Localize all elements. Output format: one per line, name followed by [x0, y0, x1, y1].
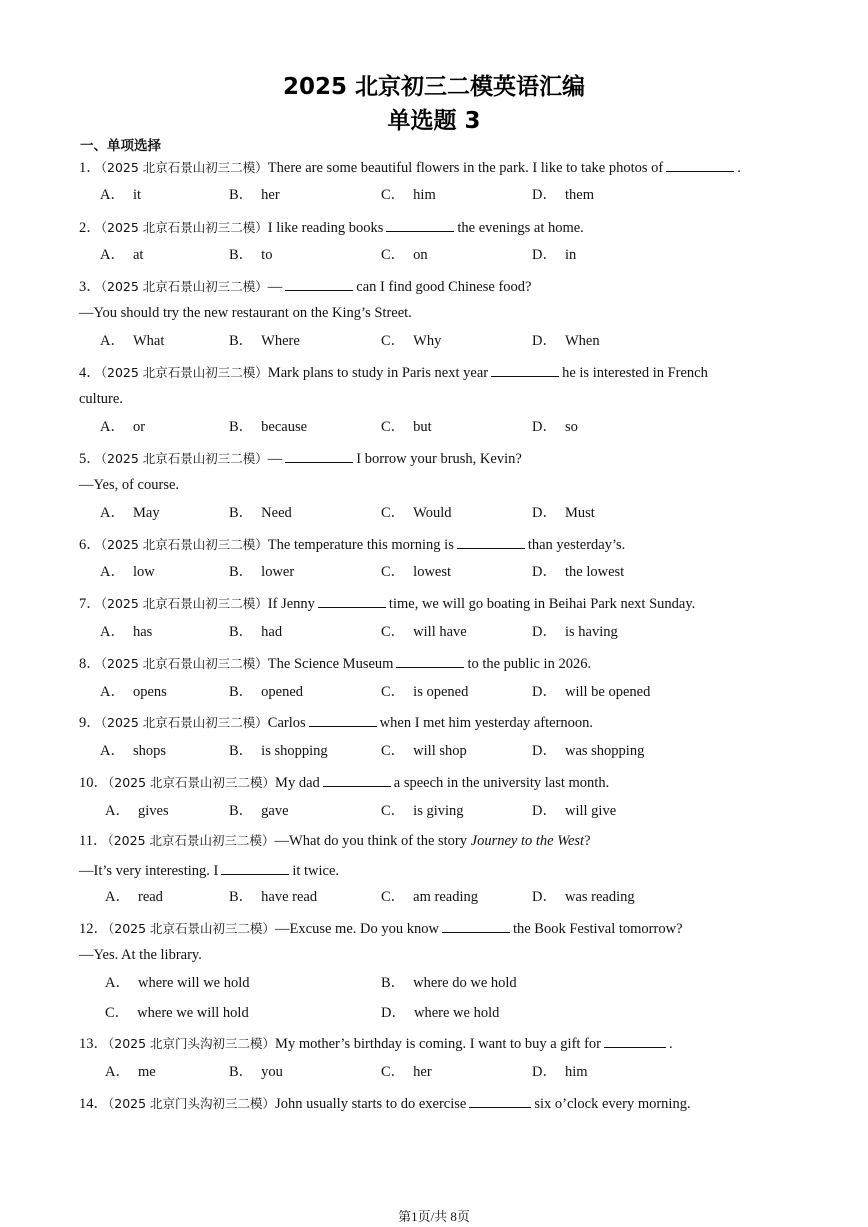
- question-text-end: can I find good Chinese food?: [356, 279, 532, 295]
- option-c: [381, 802, 464, 820]
- option-c: [381, 332, 441, 350]
- reply-text: —It’s very interesting. I: [79, 863, 219, 879]
- option-letter: A．: [105, 975, 130, 991]
- option-letter: C．: [105, 1005, 130, 1021]
- option-c: [381, 418, 432, 436]
- answer-blank: [323, 772, 391, 787]
- option-text: where will we hold: [137, 975, 250, 991]
- option-d: [532, 742, 644, 760]
- question-number: 5．: [79, 451, 101, 467]
- question-continuation: —Yes, of course.: [79, 477, 180, 493]
- question-text: The Science Museum: [267, 656, 394, 672]
- question-number: 9．: [79, 715, 101, 731]
- option-letter: B．: [229, 564, 254, 580]
- option-c: [381, 623, 467, 641]
- answer-blank: [469, 1093, 531, 1108]
- question-text: —: [267, 279, 283, 295]
- answer-blank: [604, 1033, 666, 1048]
- question-source: （2025 北京石景山初三二模）: [100, 279, 268, 294]
- question-text-end: .: [737, 160, 741, 176]
- option-letter: B．: [229, 743, 254, 759]
- option-letter: D．: [532, 684, 557, 700]
- question-text: —Excuse me. Do you know: [275, 921, 439, 937]
- option-b: [229, 683, 303, 701]
- option-d: [532, 888, 635, 906]
- question-stem: [79, 832, 591, 850]
- option-text: has: [132, 624, 153, 640]
- question-source: （2025 北京门头沟初三二模）: [108, 1096, 276, 1111]
- question-text: My mother’s birthday is coming. I want to buy a gift for: [275, 1036, 601, 1052]
- option-text: have read: [261, 889, 318, 905]
- question-source: （2025 北京石景山初三二模）: [100, 451, 268, 466]
- option-letter: B．: [381, 975, 406, 991]
- option-letter: C．: [381, 743, 406, 759]
- option-text: Must: [564, 505, 595, 521]
- option-text: Need: [261, 505, 292, 521]
- answer-blank: [285, 276, 353, 291]
- option-b: [229, 623, 282, 641]
- option-c: [381, 742, 467, 760]
- option-text: is opened: [413, 684, 469, 700]
- option-letter: A．: [100, 247, 125, 263]
- question-text-end: time, we will go boating in Beihai Park next Sunday.: [388, 596, 696, 612]
- option-c: [381, 246, 428, 264]
- option-a: [105, 974, 250, 992]
- option-letter: A．: [100, 333, 125, 349]
- option-letter: B．: [229, 505, 254, 521]
- question-continuation: —You should try the new restaurant on the King’s Street.: [79, 305, 412, 321]
- question-source: （2025 北京石景山初三二模）: [100, 715, 268, 730]
- question-number: 7．: [79, 596, 101, 612]
- option-letter: B．: [229, 889, 254, 905]
- document-title: 2025 北京初三二模英语汇编: [282, 74, 586, 100]
- option-d: [532, 1063, 588, 1081]
- option-b: [229, 418, 307, 436]
- option-d: [532, 802, 616, 820]
- question-number: 13．: [79, 1036, 108, 1052]
- option-letter: C．: [381, 684, 406, 700]
- option-a: [100, 186, 141, 204]
- option-text: him: [564, 1064, 588, 1080]
- option-text: in: [564, 247, 577, 263]
- question-stem: [79, 772, 609, 792]
- question-number: 10．: [79, 775, 108, 791]
- option-d: [532, 623, 618, 641]
- option-text: or: [132, 419, 146, 435]
- reply-text-end: it twice.: [292, 863, 340, 879]
- option-text: on: [413, 247, 428, 263]
- option-letter: A．: [100, 564, 125, 580]
- option-letter: D．: [532, 247, 557, 263]
- option-letter: D．: [532, 419, 557, 435]
- answer-blank: [386, 217, 454, 232]
- option-text: where do we hold: [413, 975, 517, 991]
- option-letter: B．: [229, 1064, 254, 1080]
- option-letter: B．: [229, 624, 254, 640]
- option-letter: C．: [381, 419, 406, 435]
- option-d: [532, 504, 595, 522]
- option-a: [105, 1063, 156, 1081]
- question-stem: [79, 1033, 673, 1053]
- question-number: 3．: [79, 279, 101, 295]
- question-number: 8．: [79, 656, 101, 672]
- option-c: [381, 888, 478, 906]
- option-letter: C．: [381, 624, 406, 640]
- section-heading: 一、单项选择: [80, 138, 161, 154]
- option-letter: A．: [105, 1064, 130, 1080]
- question-text: There are some beautiful flowers in the park. I like to take photos of: [267, 160, 664, 176]
- question-number: 4．: [79, 365, 101, 381]
- option-c: [381, 683, 468, 701]
- option-text: where we will hold: [137, 1005, 249, 1021]
- question-text: John usually starts to do exercise: [275, 1096, 467, 1112]
- option-letter: B．: [229, 333, 254, 349]
- question-source: （2025 北京石景山初三二模）: [100, 537, 268, 552]
- question-source: （2025 北京石景山初三二模）: [100, 220, 268, 235]
- option-letter: C．: [381, 187, 406, 203]
- question-text: I like reading books: [267, 220, 384, 236]
- option-text: it: [132, 187, 142, 203]
- option-letter: C．: [381, 564, 406, 580]
- question-stem: [79, 653, 591, 673]
- option-text: was shopping: [564, 743, 645, 759]
- question-source: （2025 北京石景山初三二模）: [100, 596, 268, 611]
- option-text: her: [261, 187, 280, 203]
- option-a: [100, 683, 167, 701]
- option-d: [381, 1004, 499, 1022]
- option-letter: D．: [532, 624, 557, 640]
- option-text: is giving: [413, 803, 464, 819]
- question-text: Carlos: [267, 715, 306, 731]
- option-c: [381, 1063, 432, 1081]
- option-letter: A．: [100, 743, 125, 759]
- option-text: to: [261, 247, 273, 263]
- option-text: but: [413, 419, 432, 435]
- question-text: —: [267, 451, 283, 467]
- question-source: （2025 北京石景山初三二模）: [100, 160, 268, 175]
- option-a: [100, 623, 152, 641]
- option-b: [229, 888, 317, 906]
- question-stem: [79, 276, 531, 296]
- option-letter: D．: [532, 564, 557, 580]
- question-stem: [79, 157, 741, 177]
- question-text: My dad: [275, 775, 320, 791]
- question-text: Mark plans to study in Paris next year: [267, 365, 489, 381]
- question-number: 2．: [79, 220, 101, 236]
- option-c: [381, 186, 436, 204]
- answer-blank: [666, 157, 734, 172]
- option-text: What: [132, 333, 165, 349]
- option-letter: A．: [105, 803, 130, 819]
- option-a: [100, 742, 166, 760]
- option-d: [532, 332, 600, 350]
- question-text-end: I borrow your brush, Kevin?: [356, 451, 522, 467]
- option-text: lowest: [413, 564, 452, 580]
- option-text: When: [564, 333, 600, 349]
- option-b: [381, 974, 517, 992]
- option-text: shops: [132, 743, 167, 759]
- question-source: （2025 北京石景山初三二模）: [100, 656, 268, 671]
- option-a: [105, 888, 163, 906]
- option-letter: A．: [105, 889, 130, 905]
- option-letter: D．: [532, 803, 557, 819]
- question-text-end: the evenings at home.: [457, 220, 584, 236]
- option-text: them: [564, 187, 594, 203]
- option-letter: A．: [100, 624, 125, 640]
- option-letter: C．: [381, 889, 406, 905]
- option-text: the lowest: [564, 564, 625, 580]
- option-letter: D．: [532, 505, 557, 521]
- option-letter: B．: [229, 419, 254, 435]
- option-text: Where: [261, 333, 300, 349]
- question-text-end: to the public in 2026.: [467, 656, 592, 672]
- option-text: May: [132, 505, 160, 521]
- question-text-end: .: [668, 1036, 673, 1052]
- question-text-end: he is interested in French: [562, 365, 708, 381]
- option-letter: B．: [229, 187, 254, 203]
- question-number: 11．: [79, 833, 108, 849]
- option-text: opened: [261, 684, 304, 700]
- question-text-end: the Book Festival tomorrow?: [512, 921, 683, 937]
- option-a: [100, 332, 164, 350]
- option-a: [100, 504, 160, 522]
- option-text: gave: [261, 803, 289, 819]
- answer-blank: [457, 534, 525, 549]
- option-a: [100, 246, 143, 264]
- option-letter: B．: [229, 247, 254, 263]
- question-number: 1．: [79, 160, 101, 176]
- option-text: was reading: [564, 889, 635, 905]
- option-text: gives: [137, 803, 169, 819]
- option-text: Why: [413, 333, 442, 349]
- option-letter: B．: [229, 803, 254, 819]
- option-text: will be opened: [564, 684, 651, 700]
- question-text-end: six o’clock every morning.: [534, 1096, 691, 1112]
- option-letter: A．: [100, 419, 125, 435]
- question-source: （2025 北京石景山初三二模）: [108, 775, 276, 790]
- option-letter: A．: [100, 505, 125, 521]
- option-letter: C．: [381, 1064, 406, 1080]
- question-source: （2025 北京门头沟初三二模）: [108, 1036, 276, 1051]
- option-text: Would: [413, 505, 452, 521]
- option-text: you: [261, 1064, 283, 1080]
- question-stem: [79, 918, 683, 938]
- option-text: so: [564, 419, 578, 435]
- option-letter: D．: [532, 1064, 557, 1080]
- question-continuation: [79, 860, 339, 880]
- option-d: [532, 186, 594, 204]
- question-source: （2025 北京石景山初三二模）: [107, 833, 275, 848]
- option-text: had: [261, 624, 283, 640]
- option-text: low: [132, 564, 155, 580]
- option-letter: C．: [381, 247, 406, 263]
- option-text: lower: [261, 564, 295, 580]
- option-b: [229, 332, 300, 350]
- option-text: at: [132, 247, 144, 263]
- question-number: 6．: [79, 537, 101, 553]
- option-text: where we hold: [413, 1005, 500, 1021]
- option-c: [381, 563, 451, 581]
- page-footer: 第1页/共 8页: [398, 1209, 470, 1224]
- option-a: [105, 802, 169, 820]
- answer-blank: [221, 860, 289, 875]
- option-text: is shopping: [261, 743, 328, 759]
- question-continuation: culture.: [79, 391, 123, 407]
- question-text-end: ?: [584, 833, 591, 849]
- question-stem: [79, 593, 695, 613]
- option-text: me: [137, 1064, 156, 1080]
- option-text: read: [137, 889, 163, 905]
- question-stem: [79, 217, 584, 237]
- option-b: [229, 246, 272, 264]
- option-c: [381, 504, 451, 522]
- option-letter: C．: [381, 505, 406, 521]
- option-letter: D．: [532, 333, 557, 349]
- option-d: [532, 246, 576, 264]
- option-a: [100, 418, 145, 436]
- answer-blank: [491, 362, 559, 377]
- question-source: （2025 北京石景山初三二模）: [100, 365, 268, 380]
- question-text: The temperature this morning is: [267, 537, 454, 553]
- question-source: （2025 北京石景山初三二模）: [108, 921, 276, 936]
- answer-blank: [309, 712, 377, 727]
- question-italic-title: Journey to the West: [470, 833, 585, 849]
- option-text: will shop: [413, 743, 467, 759]
- question-text-end: than yesterday’s.: [527, 537, 626, 553]
- option-letter: B．: [229, 684, 254, 700]
- question-text-end: a speech in the university last month.: [393, 775, 610, 791]
- option-text: because: [261, 419, 308, 435]
- question-text: —What do you think of the story: [274, 833, 468, 849]
- question-number: 14．: [79, 1096, 108, 1112]
- option-letter: C．: [381, 333, 406, 349]
- option-letter: D．: [532, 187, 557, 203]
- option-letter: D．: [532, 889, 557, 905]
- option-b: [229, 504, 292, 522]
- option-b: [229, 186, 280, 204]
- option-d: [532, 563, 624, 581]
- option-text: him: [413, 187, 436, 203]
- option-b: [229, 742, 328, 760]
- option-d: [532, 418, 578, 436]
- question-number: 12．: [79, 921, 108, 937]
- option-letter: A．: [100, 684, 125, 700]
- option-letter: A．: [100, 187, 125, 203]
- option-text: opens: [132, 684, 167, 700]
- option-b: [229, 802, 289, 820]
- option-d: [532, 683, 650, 701]
- document-subtitle: 单选题 3: [387, 108, 481, 134]
- question-stem: [79, 448, 522, 468]
- option-letter: C．: [381, 803, 406, 819]
- option-text: is having: [564, 624, 618, 640]
- option-text: will have: [413, 624, 467, 640]
- answer-blank: [396, 653, 464, 668]
- question-text-end: when I met him yesterday afternoon.: [379, 715, 594, 731]
- answer-blank: [442, 918, 510, 933]
- option-b: [229, 1063, 283, 1081]
- question-continuation: —Yes. At the library.: [79, 947, 202, 963]
- option-text: am reading: [413, 889, 478, 905]
- question-stem: [79, 1093, 691, 1113]
- question-text: If Jenny: [267, 596, 315, 612]
- question-stem: [79, 534, 625, 554]
- option-c: [105, 1004, 249, 1022]
- option-text: her: [413, 1064, 432, 1080]
- answer-blank: [285, 448, 353, 463]
- question-stem: [79, 712, 593, 732]
- option-letter: D．: [532, 743, 557, 759]
- option-letter: D．: [381, 1005, 406, 1021]
- option-text: will give: [564, 803, 617, 819]
- question-stem: [79, 362, 708, 382]
- option-a: [100, 563, 155, 581]
- option-b: [229, 563, 294, 581]
- answer-blank: [318, 593, 386, 608]
